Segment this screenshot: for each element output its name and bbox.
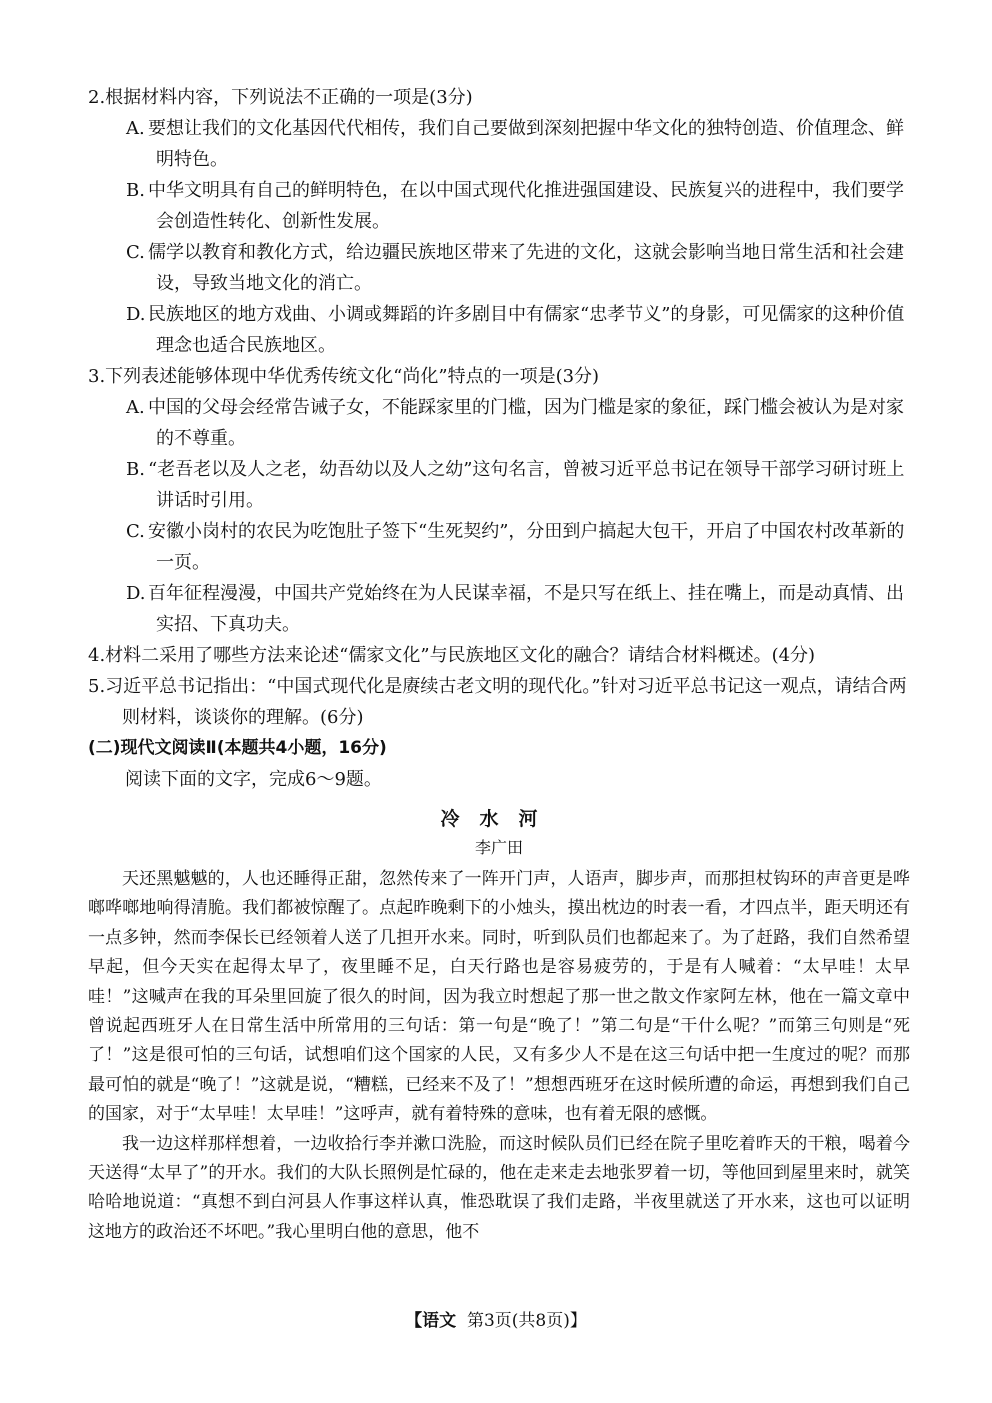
- option-text: 百年征程漫漫，中国共产党始终在为人民谋幸福，不是只写在纸上、挂在嘴上，而是动真情、出实招、下真功夫。: [148, 583, 904, 635]
- article-paragraph-2: 我一边这样那样想着，一边收拾行李并漱口洗脸，而这时候队员们已经在院子里吃着昨天的干粮，喝着今天送得“太早了”的开水。我们的大队长照例是忙碌的，他在走来走去地张罗着一切，等他回到屋里来时，就笑哈哈地说道：“真想不到白河县人作事这样认真，惟恐耽误了我们走路，半夜里就送了开水来，这也可以证明这地方的政治还不坏吧。”我心里明白他的意思，他不: [88, 1133, 910, 1242]
- question-stem: 5.习近平总书记指出：“中国式现代化是赓续古老文明的现代化。”针对习近平总书记这一观点，请结合两则材料，谈谈你的理解。(6分): [88, 676, 907, 728]
- question-4: [88, 640, 910, 671]
- section-instruction: 阅读下面的文字，完成6～9题。: [125, 769, 382, 790]
- option-text: 安徽小岗村的农民为吃饱肚子签下“生死契约”，分田到户搞起大包干，开启了中国农村改革新的一页。: [148, 521, 905, 573]
- question-3: [88, 361, 910, 640]
- article-paragraph-1: 天还黑魆魆的，人也还睡得正甜，忽然传来了一阵开门声，人语声，脚步声，而那担杖钩环的声音更是哗啷哗啷地响得清脆。我们都被惊醒了。点起昨晚剩下的小烛头，摸出枕边的时表一看，才四点半，距天明还有一点多钟，然而李保长已经领着人送了几担开水来。同时，听到队员们也都起来了。为了赶路，我们自然希望早起，但今天实在起得太早了，夜里睡不足，白天行路也是容易疲劳的，于是有人喊着：“太早哇！太早哇！”这喊声在我的耳朵里回旋了很久的时间，因为我立时想起了那一世之散文作家阿左林，他在一篇文章中曾说起西班牙人在日常生活中所常用的三句话：第一句是“晚了！”第二句是“干什么呢？”而第三句则是“死了！”这是很可怕的三句话，试想咱们这个国家的人民，又有多少人不是在这三句话中把一生度过的呢？而那最可怕的就是“晚了！”这就是说，“糟糕，已经来不及了！”想想西班牙在这时候所遭的命运，再想到我们自己的国家，对于“太早哇！太早哇！”这呼声，就有着特殊的意味，也有着无限的感慨。: [88, 869, 910, 1125]
- option-label: D.: [126, 583, 146, 604]
- option-text: 中华文明具有自己的鲜明特色，在以中国式现代化推进强国建设、民族复兴的进程中，我们要学会创造性转化、创新性发展。: [148, 180, 904, 232]
- article-author: 李广田: [474, 838, 523, 857]
- question-2: [88, 82, 910, 361]
- option-a: [88, 113, 910, 175]
- option-text: 中国的父母会经常告诫子女，不能踩家里的门槛，因为门槛是家的象征，踩门槛会被认为是对家的不尊重。: [148, 397, 904, 449]
- option-d: [88, 578, 910, 640]
- option-c: [88, 516, 910, 578]
- option-b: [88, 454, 910, 516]
- section-heading: (二)现代文阅读Ⅱ(本题共4小题，16分): [88, 738, 387, 758]
- option-label: C.: [126, 521, 145, 542]
- option-d: [88, 299, 910, 361]
- option-c: [88, 237, 910, 299]
- option-label: C.: [126, 242, 145, 263]
- option-b: [88, 175, 910, 237]
- option-text: 民族地区的地方戏曲、小调或舞蹈的许多剧目中有儒家“忠孝节义”的身影，可见儒家的这种价值理念也适合民族地区。: [148, 304, 905, 356]
- option-label: A.: [126, 118, 145, 139]
- option-label: B.: [126, 459, 145, 480]
- option-text: 儒学以教育和教化方式，给边疆民族地区带来了先进的文化，这就会影响当地日常生活和社会建设，导致当地文化的消亡。: [148, 242, 904, 294]
- question-5: [88, 671, 910, 733]
- option-text: “老吾老以及人之老，幼吾幼以及人之幼”这句名言，曾被习近平总书记在领导干部学习研讨班上讲话时引用。: [148, 459, 905, 511]
- footer-subject: 【语文: [405, 1311, 457, 1331]
- option-label: D.: [126, 304, 146, 325]
- question-stem: 4.材料二采用了哪些方法来论述“儒家文化”与民族地区文化的融合？请结合材料概述。(4分): [88, 645, 816, 666]
- option-text: 要想让我们的文化基因代代相传，我们自己要做到深刻把握中华文化的独特创造、价值理念、鲜明特色。: [148, 118, 904, 170]
- question-stem: 2.根据材料内容，下列说法不正确的一项是(3分): [88, 87, 473, 108]
- page-footer: [0, 1306, 992, 1331]
- option-a: [88, 392, 910, 454]
- question-stem: 3.下列表述能够体现中华优秀传统文化“尚化”特点的一项是(3分): [88, 366, 600, 387]
- article-title: 冷水河: [440, 808, 558, 830]
- option-label: B.: [126, 180, 145, 201]
- option-label: A.: [126, 397, 145, 418]
- footer-page-number: 第3页(共8页)】: [466, 1311, 587, 1331]
